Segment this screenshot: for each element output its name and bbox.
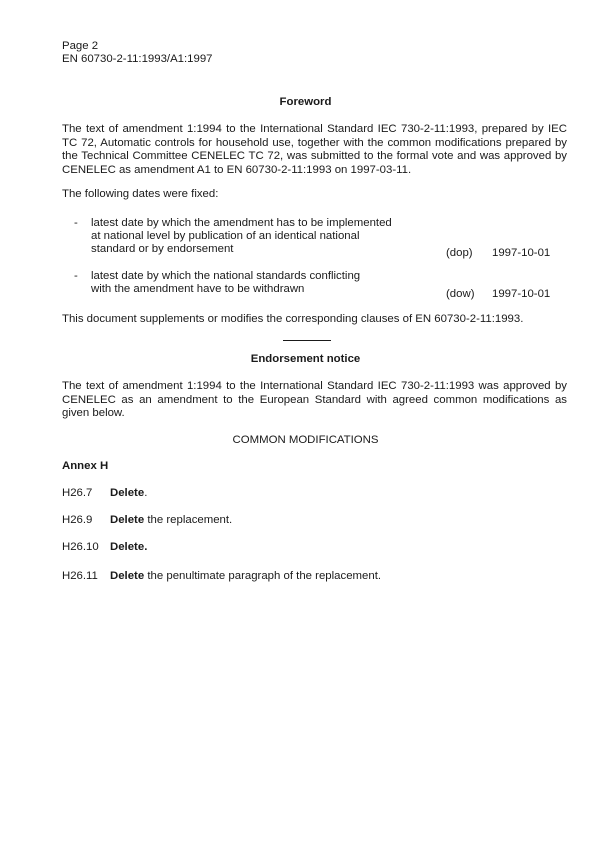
page-number: Page 2 bbox=[62, 40, 99, 52]
section-divider bbox=[283, 340, 331, 341]
foreword-paragraph: The text of amendment 1:1994 to the International Standard IEC 730-2-11:1993, prepared by IEC TC 72, Automatic controls for household use, together with the common modifications prepared by the Technical Committee CENELEC TC 72, was submitted to the formal vote and was approved by CENELEC as amendment A1 to EN 60730-2-11:1993 on 1997-03-11. bbox=[62, 123, 567, 176]
modification-action: Delete bbox=[110, 514, 145, 526]
date-item-line: latest date by which the amendment has to be implemented bbox=[91, 217, 392, 229]
date-code: (dow) bbox=[446, 288, 475, 300]
clause-code: H26.11 bbox=[62, 570, 98, 582]
list-dash: - bbox=[74, 217, 78, 229]
list-dash: - bbox=[74, 270, 78, 282]
date-item-line: latest date by which the national standards conflicting bbox=[91, 270, 361, 282]
date-value: 1997-10-01 bbox=[492, 247, 551, 259]
date-code: (dop) bbox=[446, 247, 473, 259]
modification-action: Delete bbox=[110, 570, 145, 582]
modification-detail: the replacement. bbox=[144, 514, 233, 526]
supplement-statement: This document supplements or modifies the corresponding clauses of EN 60730-2-11:1993. bbox=[62, 313, 524, 325]
modification-text bbox=[110, 541, 147, 554]
modification-detail: the penultimate paragraph of the replacement. bbox=[144, 570, 382, 582]
modification-text bbox=[110, 487, 147, 500]
modification-text bbox=[110, 570, 381, 583]
common-modifications-heading: COMMON MODIFICATIONS bbox=[232, 434, 379, 446]
clause-code: H26.9 bbox=[62, 514, 93, 526]
dates-intro: The following dates were fixed: bbox=[62, 188, 219, 200]
clause-code: H26.10 bbox=[62, 541, 99, 553]
foreword-heading: Foreword bbox=[279, 96, 332, 108]
modification-action: Delete bbox=[110, 487, 145, 499]
date-item-line: at national level by publication of an identical national bbox=[91, 230, 360, 242]
clause-code: H26.7 bbox=[62, 487, 93, 499]
endorsement-paragraph: The text of amendment 1:1994 to the International Standard IEC 730-2-11:1993 was approved by CENELEC as an amendment to the European Standard with agreed common modifications as given below. bbox=[62, 380, 567, 419]
modification-action: Delete. bbox=[110, 541, 148, 553]
date-value: 1997-10-01 bbox=[492, 288, 551, 300]
modification-text bbox=[110, 514, 232, 527]
document-reference: EN 60730-2-11:1993/A1:1997 bbox=[62, 53, 213, 65]
annex-heading: Annex H bbox=[62, 460, 109, 472]
date-item-line: with the amendment have to be withdrawn bbox=[91, 283, 305, 295]
modification-detail: . bbox=[144, 487, 148, 499]
endorsement-heading: Endorsement notice bbox=[250, 353, 361, 365]
date-item-line: standard or by endorsement bbox=[91, 243, 234, 255]
